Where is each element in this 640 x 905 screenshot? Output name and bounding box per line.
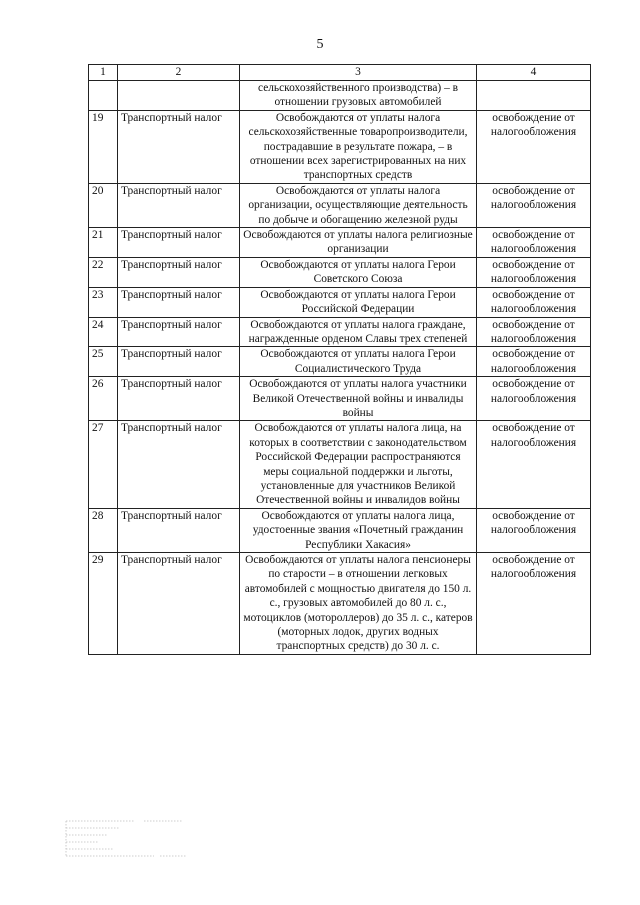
row-description: Освобождаются от уплаты налога участники Великой Отечественной войны и инвалиды войны <box>240 377 477 421</box>
row-description: Освобождаются от уплаты налога граждане, награжденные орденом Славы трех степеней <box>240 317 477 347</box>
table-row <box>89 508 591 552</box>
row-benefit: освобождение от налогообложения <box>477 110 591 183</box>
page-number: 5 <box>316 37 324 52</box>
row-benefit: освобождение от налогообложения <box>477 183 591 227</box>
row-number: 29 <box>89 553 118 655</box>
row-number: 22 <box>89 257 118 287</box>
row-benefit: освобождение от налогообложения <box>477 421 591 508</box>
table-row <box>89 183 591 227</box>
row-tax-type: Транспортный налог <box>118 317 240 347</box>
column-header-benefit: 4 <box>477 65 591 81</box>
row-tax-type: Транспортный налог <box>118 553 240 655</box>
table-row <box>89 347 591 377</box>
row-description: Освобождаются от уплаты налога лица, удостоенные звания «Почетный гражданин Республики Хакасия» <box>240 508 477 552</box>
row-number: 26 <box>89 377 118 421</box>
row-benefit: освобождение от налогообложения <box>477 228 591 258</box>
row-description: Освобождаются от уплаты налога сельскохозяйственные товаропроизводители, пострадавшие в результате пожара, – в отношении всех зарегистрированных на них транспортных средств <box>240 110 477 183</box>
row-tax-type: Транспортный налог <box>118 183 240 227</box>
row-number: 24 <box>89 317 118 347</box>
document-registration-stamp <box>64 818 190 862</box>
continuation-row <box>89 81 591 111</box>
row-benefit: освобождение от налогообложения <box>477 377 591 421</box>
table-header-row <box>89 65 591 81</box>
row-benefit: освобождение от налогообложения <box>477 508 591 552</box>
row-number: 23 <box>89 287 118 317</box>
row-tax-type: Транспортный налог <box>118 257 240 287</box>
row-benefit: освобождение от налогообложения <box>477 287 591 317</box>
table-row <box>89 257 591 287</box>
row-benefit: освобождение от налогообложения <box>477 257 591 287</box>
tax-benefits-table <box>88 64 591 655</box>
row-number: 20 <box>89 183 118 227</box>
row-number: 21 <box>89 228 118 258</box>
table-row <box>89 317 591 347</box>
row-number: 28 <box>89 508 118 552</box>
row-tax-type: Транспортный налог <box>118 508 240 552</box>
row-number <box>89 81 118 111</box>
row-number: 25 <box>89 347 118 377</box>
row-description: Освобождаются от уплаты налога Герои Советского Союза <box>240 257 477 287</box>
row-benefit: освобождение от налогообложения <box>477 553 591 655</box>
table-row <box>89 110 591 183</box>
row-tax-type: Транспортный налог <box>118 228 240 258</box>
row-tax-type: Транспортный налог <box>118 347 240 377</box>
row-description: Освобождаются от уплаты налога Герои Социалистического Труда <box>240 347 477 377</box>
column-header-description: 3 <box>240 65 477 81</box>
row-benefit: освобождение от налогообложения <box>477 347 591 377</box>
row-number: 27 <box>89 421 118 508</box>
table-row <box>89 553 591 655</box>
row-tax-type: Транспортный налог <box>118 110 240 183</box>
row-description: Освобождаются от уплаты налога Герои Российской Федерации <box>240 287 477 317</box>
row-description: сельскохозяйственного производства) – в отношении грузовых автомобилей <box>240 81 477 111</box>
row-description: Освобождаются от уплаты налога организации, осуществляющие деятельность по добыче и обогащению железной руды <box>240 183 477 227</box>
row-description: Освобождаются от уплаты налога пенсионеры по старости – в отношении легковых автомобилей с мощностью двигателя до 150 л. с., грузовых автомобилей до 80 л. с., мотоциклов (мотороллеров) до 35 л. с., катеров (моторных лодок, других водных транспортных средств) до 30 л. с. <box>240 553 477 655</box>
row-tax-type: Транспортный налог <box>118 421 240 508</box>
row-description: Освобождаются от уплаты налога религиозные организации <box>240 228 477 258</box>
row-tax-type: Транспортный налог <box>118 287 240 317</box>
row-description: Освобождаются от уплаты налога лица, на которых в соответствии с законодательством Российской Федерации распространяются меры социальной поддержки и льготы, установленные для участников Великой Отечественной войны и инвалидов войны <box>240 421 477 508</box>
row-benefit: освобождение от налогообложения <box>477 317 591 347</box>
column-header-tax-type: 2 <box>118 65 240 81</box>
table-row <box>89 228 591 258</box>
table-row <box>89 287 591 317</box>
table-row <box>89 421 591 508</box>
row-tax-type <box>118 81 240 111</box>
row-benefit <box>477 81 591 111</box>
column-header-number: 1 <box>89 65 118 81</box>
table-row <box>89 377 591 421</box>
row-number: 19 <box>89 110 118 183</box>
row-tax-type: Транспортный налог <box>118 377 240 421</box>
